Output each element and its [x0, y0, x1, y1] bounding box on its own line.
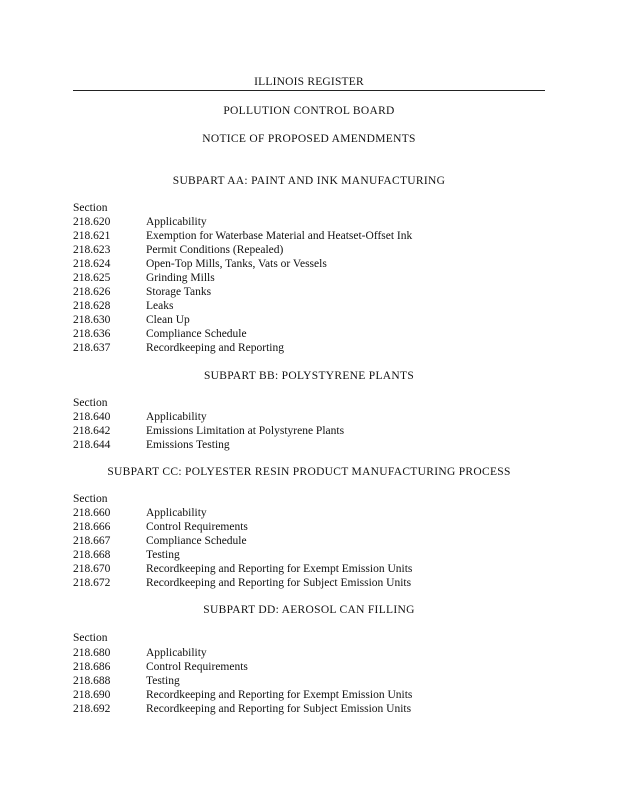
section-title: Leaks [146, 300, 174, 312]
section-number: 218.626 [73, 286, 111, 298]
section-number: 218.630 [73, 314, 111, 326]
section-number: 218.640 [73, 411, 111, 423]
section-number: 218.637 [73, 342, 111, 354]
section-title: Clean Up [146, 314, 190, 326]
section-number: 218.690 [73, 689, 111, 701]
section-title: Grinding Mills [146, 272, 215, 284]
register-title-text: ILLINOIS REGISTER [244, 76, 374, 88]
register-title [0, 74, 618, 86]
section-label: Section [73, 493, 108, 505]
section-title: Open-Top Mills, Tanks, Vats or Vessels [146, 258, 327, 270]
section-number: 218.670 [73, 563, 111, 575]
section-number: 218.644 [73, 439, 111, 451]
section-label: Section [73, 632, 108, 644]
section-number: 218.624 [73, 258, 111, 270]
section-title: Storage Tanks [146, 286, 212, 298]
section-number: 218.668 [73, 549, 111, 561]
section-title: Recordkeeping and Reporting for Exempt Emission Units [146, 689, 413, 701]
section-title: Recordkeeping and Reporting for Exempt Emission Units [146, 563, 413, 575]
section-number: 218.667 [73, 535, 111, 547]
board-name: POLLUTION CONTROL BOARD [223, 105, 395, 117]
section-number: 218.623 [73, 244, 111, 256]
subpart-heading: SUBPART BB: POLYSTYRENE PLANTS [203, 370, 415, 382]
subpart-heading: SUBPART AA: PAINT AND INK MANUFACTURING [172, 175, 446, 187]
notice-title: NOTICE OF PROPOSED AMENDMENTS [202, 133, 416, 145]
subpart-heading: SUBPART DD: AEROSOL CAN FILLING [203, 604, 415, 616]
section-title: Applicability [146, 411, 207, 423]
section-title: Recordkeeping and Reporting for Subject Emission Units [146, 703, 412, 715]
header-rule [73, 90, 545, 91]
section-title: Exemption for Waterbase Material and Heatset-Offset Ink [146, 230, 413, 242]
section-number: 218.628 [73, 300, 111, 312]
section-title: Permit Conditions (Repealed) [146, 244, 284, 256]
section-label: Section [73, 397, 108, 409]
section-number: 218.636 [73, 328, 111, 340]
section-title: Recordkeeping and Reporting for Subject Emission Units [146, 577, 412, 589]
section-number: 218.672 [73, 577, 111, 589]
subpart-heading: SUBPART CC: POLYESTER RESIN PRODUCT MANUFACTURING PROCESS [107, 466, 511, 478]
section-title: Applicability [146, 647, 207, 659]
section-number: 218.621 [73, 230, 111, 242]
section-number: 218.625 [73, 272, 111, 284]
section-number: 218.688 [73, 675, 111, 687]
section-title: Applicability [146, 507, 207, 519]
section-title: Control Requirements [146, 521, 248, 533]
section-title: Testing [146, 675, 180, 687]
section-number: 218.692 [73, 703, 111, 715]
section-title: Emissions Limitation at Polystyrene Plants [146, 425, 345, 437]
section-number: 218.660 [73, 507, 111, 519]
section-number: 218.686 [73, 661, 111, 673]
section-number: 218.620 [73, 216, 111, 228]
section-number: 218.642 [73, 425, 111, 437]
section-label: Section [73, 202, 108, 214]
section-title: Compliance Schedule [146, 535, 247, 547]
section-title: Recordkeeping and Reporting [146, 342, 284, 354]
section-title: Testing [146, 549, 180, 561]
section-title: Compliance Schedule [146, 328, 247, 340]
section-title: Control Requirements [146, 661, 248, 673]
section-number: 218.680 [73, 647, 111, 659]
section-number: 218.666 [73, 521, 111, 533]
section-title: Emissions Testing [146, 439, 230, 451]
section-title: Applicability [146, 216, 207, 228]
